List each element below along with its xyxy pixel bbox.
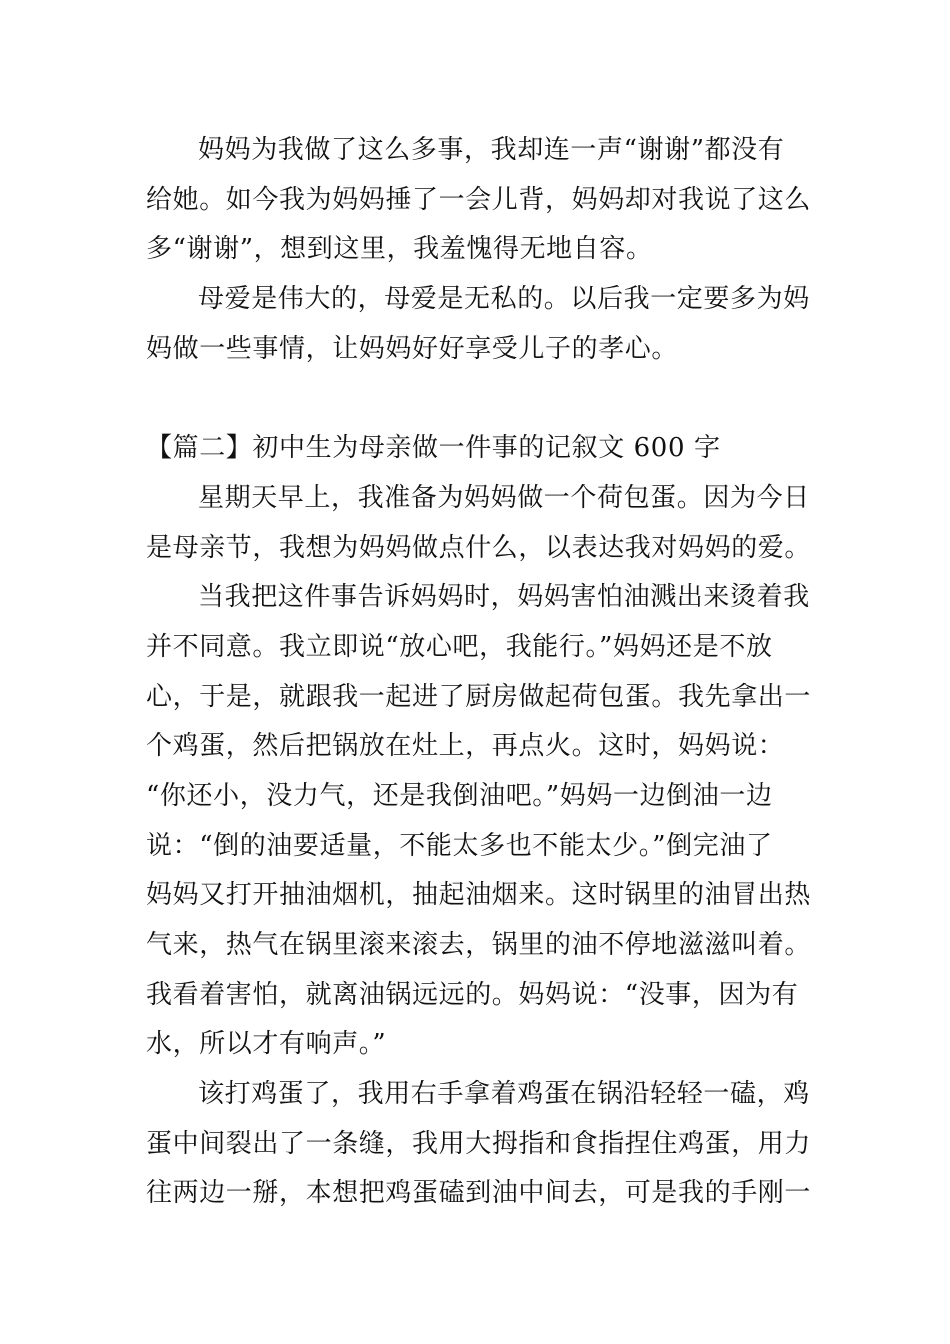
text-line: 妈做一些事情，让妈妈好好享受儿子的孝心。 <box>146 334 679 364</box>
text-line: 我看着害怕，就离油锅远远的。妈妈说：“没事，因为有 <box>146 980 799 1010</box>
text-line: 心，于是，就跟我一起进了厨房做起荷包蛋。我先拿出一 <box>146 682 812 712</box>
text-line: 妈妈为我做了这么多事，我却连一声“谢谢”都没有 <box>198 135 785 165</box>
text-line: 妈妈又打开抽油烟机，抽起油烟来。这时锅里的油冒出热 <box>146 880 812 910</box>
text-line: 给她。如今我为妈妈捶了一会儿背，妈妈却对我说了这么 <box>146 185 812 215</box>
text-line: 蛋中间裂出了一条缝，我用大拇指和食指捏住鸡蛋，用力 <box>146 1129 812 1159</box>
text-line: 往两边一掰，本想把鸡蛋磕到油中间去，可是我的手刚一 <box>146 1178 812 1208</box>
text-line: “你还小，没力气，还是我倒油吧。”妈妈一边倒油一边 <box>146 781 773 811</box>
text-line: 母爱是伟大的，母爱是无私的。以后我一定要多为妈 <box>198 284 810 314</box>
text-line: 并不同意。我立即说“放心吧，我能行。”妈妈还是不放 <box>146 632 773 662</box>
text-line: 该打鸡蛋了，我用右手拿着鸡蛋在锅沿轻轻一磕，鸡 <box>198 1079 810 1109</box>
text-line: 气来，热气在锅里滚来滚去，锅里的油不停地滋滋叫着。 <box>146 930 812 960</box>
text-line: 水，所以才有响声。” <box>146 1029 387 1059</box>
text-line: 多“谢谢”，想到这里，我羞愧得无地自容。 <box>146 234 653 264</box>
text-line: 个鸡蛋，然后把锅放在灶上，再点火。这时，妈妈说： <box>146 731 785 761</box>
text-line: 当我把这件事告诉妈妈时，妈妈害怕油溅出来烫着我 <box>198 582 810 612</box>
section-heading: 【篇二】初中生为母亲做一件事的记叙文 600 字 <box>146 433 721 463</box>
text-line: 是母亲节，我想为妈妈做点什么，以表达我对妈妈的爱。 <box>146 533 812 563</box>
text-line: 星期天早上，我准备为妈妈做一个荷包蛋。因为今日 <box>198 483 810 513</box>
text-line: 说：“倒的油要适量，不能太多也不能太少。”倒完油了 <box>146 831 773 861</box>
